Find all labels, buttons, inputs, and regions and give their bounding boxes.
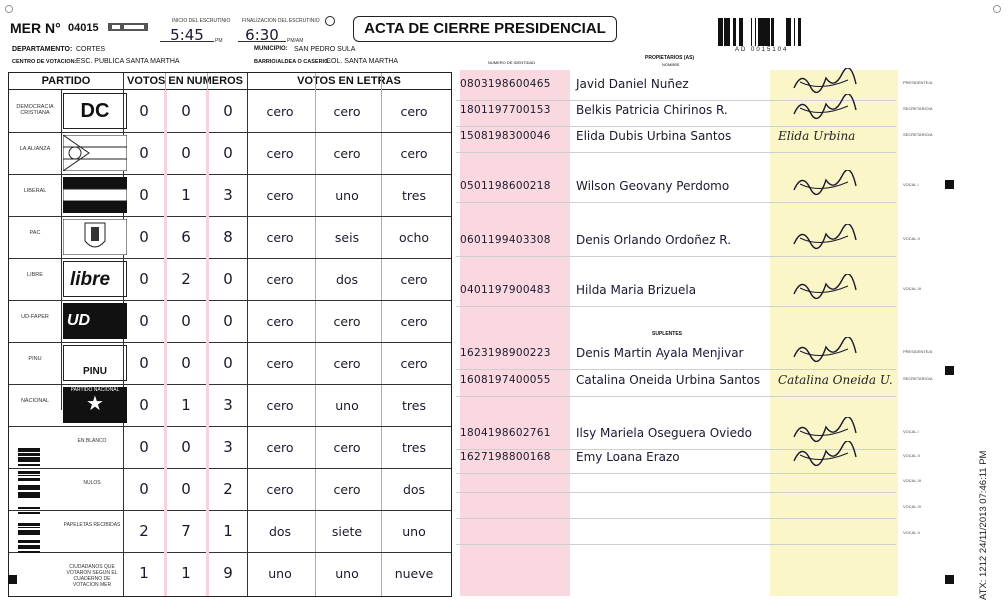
finalizacion-unit: PM/AM	[287, 38, 304, 44]
vote-digit[interactable]: 0	[139, 144, 149, 162]
table-row-divider	[9, 174, 451, 175]
barrio-value: COL. SANTA MARTHA	[326, 58, 399, 65]
vote-word[interactable]: cero	[266, 440, 294, 455]
party-name: UD-FAPER	[21, 314, 49, 320]
vote-word[interactable]: cero	[333, 104, 361, 119]
member-row-divider	[456, 518, 896, 519]
mer-label: MER N°	[10, 20, 61, 36]
member-role: PRESIDENTE/A	[903, 80, 933, 85]
member-name[interactable]: Denis Martin Ayala Menjivar	[576, 346, 744, 360]
party-logo: PINU	[63, 345, 127, 381]
vote-digit[interactable]: 1	[181, 186, 191, 204]
member-signature[interactable]: Catalina Oneida U.	[778, 373, 893, 387]
table-row-divider	[9, 342, 451, 343]
vote-word[interactable]: cero	[400, 104, 428, 119]
vote-digit[interactable]: 0	[181, 102, 191, 120]
vote-word[interactable]: dos	[402, 482, 426, 497]
member-name[interactable]: Hilda Maria Brizuela	[576, 283, 697, 297]
registration-mark	[945, 366, 954, 375]
party-name: PINU	[28, 356, 42, 362]
inicio-label: INICIO DEL ESCRUTINIO	[172, 18, 231, 24]
member-name[interactable]: Javid Daniel Nuñez	[576, 77, 689, 91]
member-row-divider	[456, 369, 896, 370]
vote-digit[interactable]: 3	[223, 186, 233, 204]
table-row-divider	[9, 132, 451, 133]
vote-digit[interactable]: 0	[139, 312, 149, 330]
party-logo: libre	[63, 261, 127, 297]
inicio-unit: PM	[215, 38, 223, 44]
vote-digit[interactable]: 1	[139, 564, 149, 582]
member-id[interactable]: 1608197400055	[460, 374, 551, 386]
centro-value: ESC. PUBLICA SANTA MARTHA	[76, 58, 180, 65]
vote-word[interactable]: cero	[333, 314, 361, 329]
vote-digit[interactable]: 0	[139, 228, 149, 246]
vote-word[interactable]: uno	[335, 188, 359, 203]
vote-word[interactable]: uno	[402, 524, 426, 539]
member-row-divider	[456, 473, 896, 474]
mer-number: 04015	[68, 22, 99, 34]
member-signature[interactable]: Elida Urbina	[778, 129, 856, 143]
document-title: ACTA DE CIERRE PRESIDENCIAL	[353, 16, 617, 42]
member-signature[interactable]	[790, 94, 860, 120]
vote-word[interactable]: tres	[402, 188, 426, 203]
member-name[interactable]: Wilson Geovany Perdomo	[576, 179, 730, 193]
vote-digit[interactable]: 0	[139, 186, 149, 204]
vote-digit[interactable]: 0	[223, 354, 233, 372]
header-dot-mark	[325, 16, 335, 26]
member-id[interactable]: 0803198600465	[460, 78, 551, 90]
vote-digit[interactable]: 1	[181, 564, 191, 582]
corner-circle-left	[5, 5, 13, 13]
vote-word[interactable]: cero	[266, 482, 294, 497]
vote-digit[interactable]: 0	[139, 396, 149, 414]
municipio-value: SAN PEDRO SULA	[294, 46, 356, 53]
vote-digit[interactable]: 0	[181, 480, 191, 498]
vote-digit[interactable]: 2	[223, 480, 233, 498]
member-id[interactable]: 0501198600218	[460, 180, 551, 192]
vote-word[interactable]: seis	[334, 230, 360, 245]
member-row-divider	[456, 256, 896, 257]
member-signature[interactable]	[790, 417, 860, 443]
vote-word[interactable]: cero	[400, 356, 428, 371]
party-name: NACIONAL	[20, 398, 50, 404]
vote-word[interactable]: cero	[333, 356, 361, 371]
party-name: LA ALIANZA	[19, 146, 51, 152]
vote-digit[interactable]: 7	[181, 522, 191, 540]
member-id[interactable]: 1801197700153	[460, 104, 551, 116]
side-barcode	[18, 448, 54, 558]
vote-word[interactable]: cero	[266, 230, 294, 245]
vote-digit[interactable]: 0	[223, 312, 233, 330]
member-role: PRESIDENTE/A	[903, 349, 933, 354]
vote-digit[interactable]: 0	[181, 144, 191, 162]
vote-digit[interactable]: 0	[139, 438, 149, 456]
inicio-time: 5:45	[160, 26, 214, 42]
member-name[interactable]: Denis Orlando Ordoñez R.	[576, 233, 732, 247]
vote-word[interactable]: cero	[333, 440, 361, 455]
pink-guide	[164, 90, 167, 596]
departamento-value: CORTES	[76, 46, 106, 53]
member-signature[interactable]	[790, 224, 860, 250]
table-col-divider	[61, 90, 62, 410]
vote-digit[interactable]: 3	[223, 396, 233, 414]
member-role: VOCAL V	[903, 530, 921, 535]
member-role: SECRETARIO/A	[903, 132, 933, 137]
member-role: SECRETARIO/A	[903, 376, 933, 381]
vote-digit[interactable]: 1	[181, 396, 191, 414]
vote-word[interactable]: cero	[266, 188, 294, 203]
member-role: VOCAL III	[903, 286, 921, 291]
col-header-partido: PARTIDO	[9, 73, 123, 90]
vote-digit[interactable]: 0	[139, 354, 149, 372]
table-row-divider	[9, 384, 451, 385]
vote-digit[interactable]: 0	[181, 312, 191, 330]
table-row-divider	[9, 300, 451, 301]
vote-digit[interactable]: 0	[139, 270, 149, 288]
table-row-divider	[9, 510, 451, 511]
member-row-divider	[456, 492, 896, 493]
member-id[interactable]: 1508198300046	[460, 130, 551, 142]
member-name[interactable]: Catalina Oneida Urbina Santos	[576, 373, 761, 387]
member-signature[interactable]	[790, 170, 860, 196]
vote-word[interactable]: tres	[402, 398, 426, 413]
vote-word[interactable]: cero	[266, 398, 294, 413]
member-row-divider	[456, 202, 896, 203]
party-logo	[63, 219, 127, 255]
member-name[interactable]: Elida Dubis Urbina Santos	[576, 129, 732, 143]
vote-word[interactable]: uno	[335, 566, 359, 581]
vote-word[interactable]: uno	[268, 566, 292, 581]
header-logo	[108, 20, 148, 32]
corner-circle-right	[993, 5, 1001, 13]
registration-mark	[8, 575, 17, 584]
member-id[interactable]: 1623198900223	[460, 347, 551, 359]
timestamp-stamp: ATX: 1212 24/11/2013 07:46:11 PM	[978, 450, 989, 600]
table-row-divider	[9, 426, 451, 427]
party-logo	[63, 135, 127, 171]
propietarios-label: PROPIETARIOS (AS)	[645, 55, 695, 61]
vote-digit[interactable]: 9	[223, 564, 233, 582]
member-id[interactable]: 1804198602761	[460, 427, 551, 439]
vote-word[interactable]: nueve	[394, 566, 434, 581]
finalizacion-time: 6:30	[238, 26, 286, 42]
vote-digit[interactable]: 3	[223, 438, 233, 456]
table-row-divider	[9, 258, 451, 259]
member-row-divider	[456, 396, 896, 397]
departamento-label: DEPARTAMENTO:	[12, 46, 73, 53]
vote-digit[interactable]: 0	[223, 102, 233, 120]
vote-word[interactable]: cero	[400, 272, 428, 287]
star-icon: ★	[86, 393, 104, 415]
vote-word[interactable]: cero	[266, 104, 294, 119]
suplentes-label: SUPLENTES	[652, 331, 683, 337]
col-header-numeros: VOTOS EN NUMEROS	[123, 73, 247, 90]
member-row-divider	[456, 544, 896, 545]
member-role: VOCAL II	[903, 453, 920, 458]
finalizacion-label: FINALIZACION DEL ESCRUTINIO	[242, 18, 320, 24]
member-name[interactable]: Ilsy Mariela Oseguera Oviedo	[576, 426, 752, 440]
vote-digit[interactable]: 1	[223, 522, 233, 540]
vote-word[interactable]: cero	[400, 314, 428, 329]
member-signature[interactable]	[790, 68, 860, 94]
vote-digit[interactable]: 0	[139, 102, 149, 120]
vote-word[interactable]: dos	[335, 272, 359, 287]
member-role: VOCAL III	[903, 478, 921, 483]
member-role: VOCAL I	[903, 182, 919, 187]
col-header-letras: VOTOS EN LETRAS	[247, 73, 451, 90]
registration-mark	[945, 180, 954, 189]
municipio-label: MUNICIPIO:	[254, 46, 288, 52]
vote-word[interactable]: siete	[331, 524, 363, 539]
member-name[interactable]: Belkis Patricia Chirinos R.	[576, 103, 728, 117]
member-id[interactable]: 0401197900483	[460, 284, 551, 296]
vote-word[interactable]: cero	[266, 146, 294, 161]
id-header: NUMERO DE IDENTIDAD	[488, 60, 536, 65]
table-row-divider	[9, 216, 451, 217]
vote-digit[interactable]: 6	[181, 228, 191, 246]
member-id[interactable]: 1627198800168	[460, 451, 551, 463]
table-row-divider	[9, 552, 451, 553]
total-label: EN BLANCO	[77, 438, 107, 444]
registration-mark	[945, 575, 954, 584]
member-role: VOCAL IV	[903, 504, 922, 509]
party-logo: UD	[63, 303, 127, 339]
total-label: NULOS	[83, 480, 101, 486]
member-role: VOCAL II	[903, 236, 920, 241]
vote-digit[interactable]: 0	[223, 270, 233, 288]
vote-digit[interactable]: 0	[139, 480, 149, 498]
party-logo-text: PARTIDO NACIONAL	[70, 387, 120, 393]
member-signature[interactable]	[790, 441, 860, 467]
member-role: VOCAL I	[903, 429, 919, 434]
member-role: SECRETARIO/A	[903, 106, 933, 111]
party-name: PAC	[29, 230, 41, 236]
vote-word[interactable]: uno	[335, 398, 359, 413]
party-logo	[63, 387, 127, 423]
vote-digit[interactable]: 0	[181, 438, 191, 456]
vote-word[interactable]: cero	[266, 356, 294, 371]
member-id[interactable]: 0601199403308	[460, 234, 551, 246]
party-logo: DC	[63, 93, 127, 129]
barrio-label: BARRIO/ALDEA O CASERIO:	[254, 59, 331, 65]
vote-digit[interactable]: 2	[181, 270, 191, 288]
barcode-number: AD 0015104	[735, 47, 789, 53]
member-signature[interactable]	[790, 337, 860, 363]
vote-word[interactable]: dos	[268, 524, 292, 539]
pink-guide	[206, 90, 209, 596]
vote-digit[interactable]: 2	[139, 522, 149, 540]
vote-word[interactable]: cero	[333, 482, 361, 497]
party-logo	[63, 177, 127, 213]
vote-word[interactable]: cero	[266, 272, 294, 287]
member-row-divider	[456, 126, 896, 127]
vote-word[interactable]: cero	[400, 146, 428, 161]
vote-digit[interactable]: 0	[181, 354, 191, 372]
table-col-divider	[381, 73, 382, 596]
vote-digit[interactable]: 8	[223, 228, 233, 246]
vote-word[interactable]: cero	[333, 146, 361, 161]
party-name: LIBERAL	[23, 188, 47, 194]
member-row-divider	[456, 306, 896, 307]
votes-table	[8, 72, 452, 597]
total-label: CIUDADANOS QUE VOTARON SEGUN EL CUADERNO DE VOTACION MER	[66, 564, 118, 588]
top-barcode	[718, 18, 810, 48]
member-row-divider	[456, 152, 896, 153]
table-row-divider	[9, 468, 451, 469]
nombre-label: NOMBRE	[662, 62, 680, 67]
vote-digit[interactable]: 0	[223, 144, 233, 162]
party-name: DEMOCRACIA CRISTIANA	[16, 104, 54, 116]
member-signature[interactable]	[790, 274, 860, 300]
party-name: LIBRE	[27, 272, 43, 278]
centro-label: CENTRO DE VOTACION:	[12, 59, 77, 65]
vote-word[interactable]: ocho	[398, 230, 430, 245]
member-name[interactable]: Emy Loana Erazo	[576, 450, 680, 464]
vote-word[interactable]: tres	[402, 440, 426, 455]
total-label: PAPELETAS RECIBIDAS	[63, 522, 121, 528]
vote-word[interactable]: cero	[266, 314, 294, 329]
